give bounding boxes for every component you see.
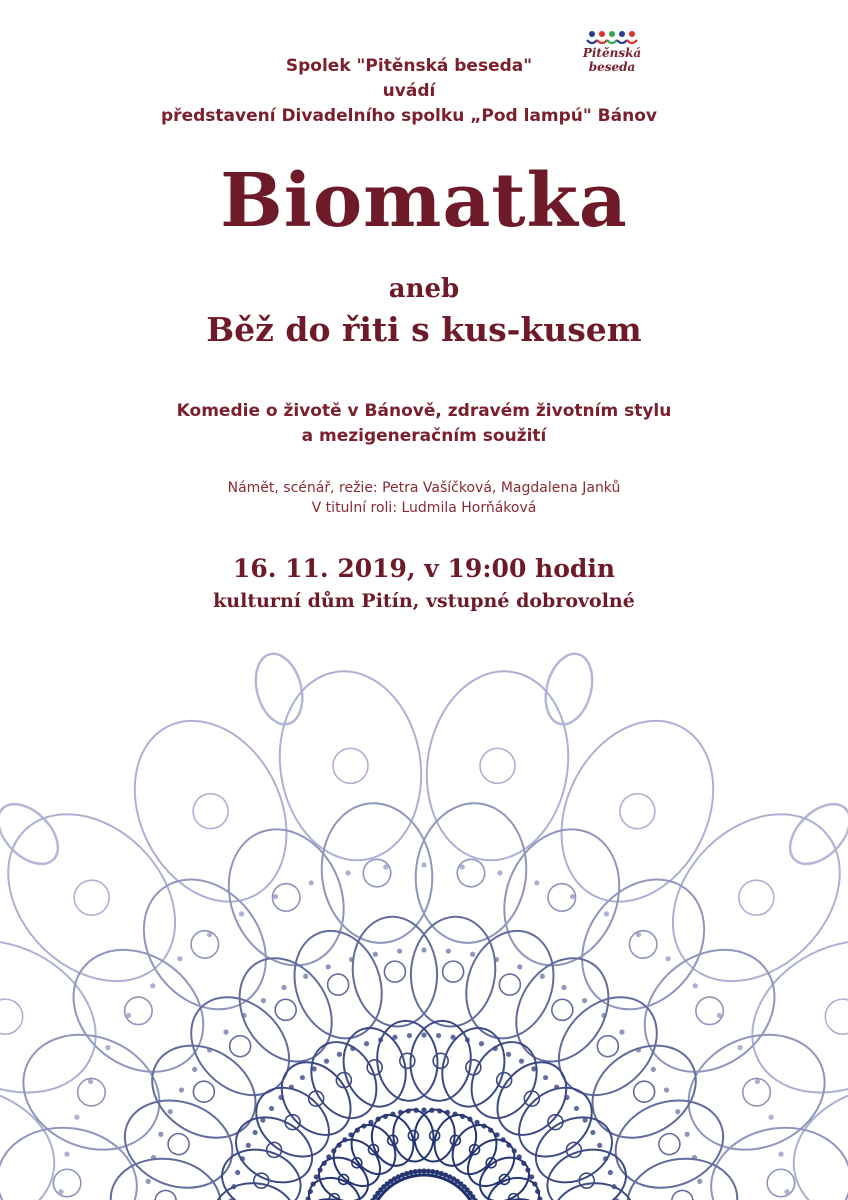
description-line-2: a mezigeneračním soužití xyxy=(301,426,547,446)
logo-figure-head xyxy=(619,31,625,37)
ornament-petal xyxy=(407,1018,475,1103)
presents-line: uvádí xyxy=(382,81,436,101)
ornament-curl xyxy=(499,974,520,995)
ornament-petal xyxy=(324,1130,389,1195)
ornament-petal xyxy=(0,1119,144,1200)
ornament-curl xyxy=(696,997,724,1025)
ornament-dot xyxy=(604,911,609,916)
ornament-petal xyxy=(726,911,848,1122)
ornament-curl xyxy=(363,859,391,887)
event-datetime: 16. 11. 2019, v 19:00 hodin xyxy=(232,554,616,583)
ornament-dot xyxy=(281,985,286,990)
ornament-petal xyxy=(299,1031,390,1130)
ornament-curl xyxy=(457,859,485,887)
ornament-curl xyxy=(384,961,405,982)
title-connector: aneb xyxy=(388,274,460,304)
logo-figure-head xyxy=(609,31,615,37)
ornament-petal xyxy=(214,1140,308,1200)
logo-text-line2: beseda xyxy=(588,60,636,74)
ornament-dot xyxy=(697,1179,702,1184)
ornament-curl xyxy=(193,1081,214,1102)
ornament-petal xyxy=(374,1018,442,1103)
logo-figure-body xyxy=(617,40,627,43)
presenter-line: Spolek "Pitěnská beseda" xyxy=(285,56,533,76)
ornament-curl xyxy=(191,931,219,959)
ornament-dot xyxy=(273,894,278,899)
ornament-petal xyxy=(621,925,799,1097)
event-venue: kulturní dům Pitín, vstupné dobrovolné xyxy=(213,590,635,612)
ornament-dot xyxy=(666,956,671,961)
ornament-dot xyxy=(436,1033,441,1038)
logo-figure-body xyxy=(607,40,617,43)
ornament-petal xyxy=(105,695,316,928)
ornament-curl xyxy=(333,748,368,783)
ornament-dot xyxy=(253,1130,258,1135)
ornament-dot xyxy=(608,1170,613,1175)
ornament-curl xyxy=(767,1169,795,1197)
ornament-dot xyxy=(177,956,182,961)
mandala-ornament xyxy=(0,630,848,1200)
ornament-petal xyxy=(266,661,434,871)
ornament-curl xyxy=(74,880,109,915)
ornament-dot xyxy=(64,1152,69,1157)
logo-figure-body xyxy=(627,40,637,43)
ornament-dot xyxy=(150,983,155,988)
ornament-dot xyxy=(470,952,475,957)
ornament-curl xyxy=(825,999,848,1034)
logo-figure-body xyxy=(587,40,597,43)
ornament-curl xyxy=(552,999,573,1020)
logo-figure-head xyxy=(629,31,635,37)
ornament-curl xyxy=(620,794,655,829)
ornament-dot xyxy=(105,1045,110,1050)
ornament-dot xyxy=(146,1179,151,1184)
ornament-dot xyxy=(685,1132,690,1137)
ornament-dot xyxy=(540,974,545,979)
ornament-petal xyxy=(119,855,291,1033)
ornament-dot xyxy=(675,1109,680,1114)
ornament-dot xyxy=(430,1169,435,1174)
ornament-dot xyxy=(303,974,308,979)
ornament-dot xyxy=(413,1169,418,1174)
ornament-dot xyxy=(446,948,451,953)
ornament-dot xyxy=(543,1075,548,1080)
ornament-petal xyxy=(459,1130,524,1195)
ornament-petal xyxy=(225,1105,324,1196)
ornament-petal xyxy=(459,1031,550,1130)
ornament-curl xyxy=(155,1190,176,1200)
ornament-petal xyxy=(135,1027,273,1157)
play-title: Biomatka xyxy=(220,158,628,244)
ornament-dot xyxy=(179,1087,184,1092)
ornament-dot xyxy=(506,1052,511,1057)
ornament-dot xyxy=(397,948,402,953)
ornament-petal xyxy=(407,796,534,949)
ornament-petal xyxy=(532,695,743,928)
ornament-curl xyxy=(480,748,515,783)
ornament-dot xyxy=(778,1152,783,1157)
ornament-curl xyxy=(193,794,228,829)
ornament-curl xyxy=(254,1173,269,1188)
description-line-1: Komedie o životě v Bánově, zdravém životním stylu xyxy=(176,401,672,421)
ornament-petal xyxy=(49,925,227,1097)
ornament-dot xyxy=(407,1033,412,1038)
ornament-dot xyxy=(408,1170,413,1175)
ornament-petal xyxy=(106,1153,225,1200)
ornament-dot xyxy=(421,947,426,952)
ornament-leaf xyxy=(538,649,599,730)
ornament-curl xyxy=(659,1134,680,1155)
ornament-dot xyxy=(534,880,539,885)
ornament-dot xyxy=(235,1170,240,1175)
ornament-petal xyxy=(525,1105,624,1196)
ornament-curl xyxy=(275,999,296,1020)
logo-figure-head xyxy=(599,31,605,37)
ornament-dot xyxy=(664,1087,669,1092)
ornament-dot xyxy=(755,1079,760,1084)
logo-text-line1: Pitěnská xyxy=(582,46,642,60)
ornament-dot xyxy=(582,998,587,1003)
ornament-curl xyxy=(739,880,774,915)
ornament-dot xyxy=(373,952,378,957)
ornament-petal xyxy=(540,1140,634,1200)
ornament-dot xyxy=(597,1143,602,1148)
ornament-dot xyxy=(570,894,575,899)
ornament-dot xyxy=(223,1029,228,1034)
ornament-petal xyxy=(221,941,351,1079)
ornament-leaf xyxy=(779,793,848,875)
ornament-dot xyxy=(497,870,502,875)
ornament-dot xyxy=(517,964,522,969)
ornament-dot xyxy=(300,1075,305,1080)
ornament-curl xyxy=(629,931,657,959)
ornament-dot xyxy=(693,983,698,988)
ornament-dot xyxy=(574,1106,579,1111)
ornament-dot xyxy=(326,964,331,969)
ornament-dot xyxy=(324,1059,329,1064)
ornament-dot xyxy=(479,1041,484,1046)
ornament-leaf xyxy=(0,793,69,875)
ornament-petal xyxy=(575,1027,713,1157)
ornament-dot xyxy=(88,1079,93,1084)
ornament-curl xyxy=(443,961,464,982)
ornament-curl xyxy=(466,1060,481,1075)
ornament-dot xyxy=(590,1130,595,1135)
ornament-dot xyxy=(309,880,314,885)
play-subtitle: Běž do řiti s kus-kusem xyxy=(206,310,642,349)
ornament-dot xyxy=(246,1143,251,1148)
performance-line: představení Divadelního spolku „Pod lampú" Bánov xyxy=(161,106,657,126)
ornament-petal xyxy=(557,855,729,1033)
ornament-curl xyxy=(328,974,349,995)
ornament-petal xyxy=(313,796,440,949)
ornament-curl xyxy=(168,1134,189,1155)
logo-figure-body xyxy=(597,40,607,43)
people-figures-icon xyxy=(586,30,638,46)
ornament-dot xyxy=(421,862,426,867)
ornament-petal xyxy=(640,781,848,1014)
ornament-curl xyxy=(400,1053,415,1068)
ornament-curl xyxy=(672,1190,693,1200)
ornament-dot xyxy=(364,1041,369,1046)
ornament-dot xyxy=(261,998,266,1003)
ornament-dot xyxy=(651,1067,656,1072)
ornament-curl xyxy=(0,999,23,1034)
ornament-curl xyxy=(230,1036,251,1057)
ornament-petal xyxy=(414,661,582,871)
ornament-dot xyxy=(421,1032,426,1037)
ornament-dot xyxy=(769,1115,774,1120)
ornament-dot xyxy=(74,1115,79,1120)
ornament-petal xyxy=(498,941,628,1079)
ornament-dot xyxy=(269,1106,274,1111)
ornament-petal xyxy=(704,1119,848,1200)
ornament-dot xyxy=(192,1067,197,1072)
ornament-petal xyxy=(0,911,122,1122)
ornament-dot xyxy=(619,1029,624,1034)
ornament-dot xyxy=(158,1132,163,1137)
ornament-petal xyxy=(623,1153,742,1200)
ornament-dot xyxy=(346,870,351,875)
ornament-leaf xyxy=(248,649,309,730)
ornament-dot xyxy=(561,985,566,990)
ornament-curl xyxy=(125,997,153,1025)
ornament-dot xyxy=(519,1059,524,1064)
ornament-dot xyxy=(337,1052,342,1057)
ornament-dot xyxy=(426,1169,431,1174)
ornament-dot xyxy=(737,1045,742,1050)
credits-lead-role: V titulní roli: Ludmila Horňáková xyxy=(311,500,537,516)
ornament-dot xyxy=(168,1109,173,1114)
ornament-dot xyxy=(239,911,244,916)
ornament-curl xyxy=(634,1081,655,1102)
ornament-curl xyxy=(53,1169,81,1197)
pitenska-beseda-logo xyxy=(572,30,652,90)
ornament-petal xyxy=(0,781,208,1014)
logo-figure-head xyxy=(589,31,595,37)
credits-authors: Námět, scénář, režie: Petra Vašíčková, Magdalena Janků xyxy=(227,480,621,496)
ornament-curl xyxy=(597,1036,618,1057)
